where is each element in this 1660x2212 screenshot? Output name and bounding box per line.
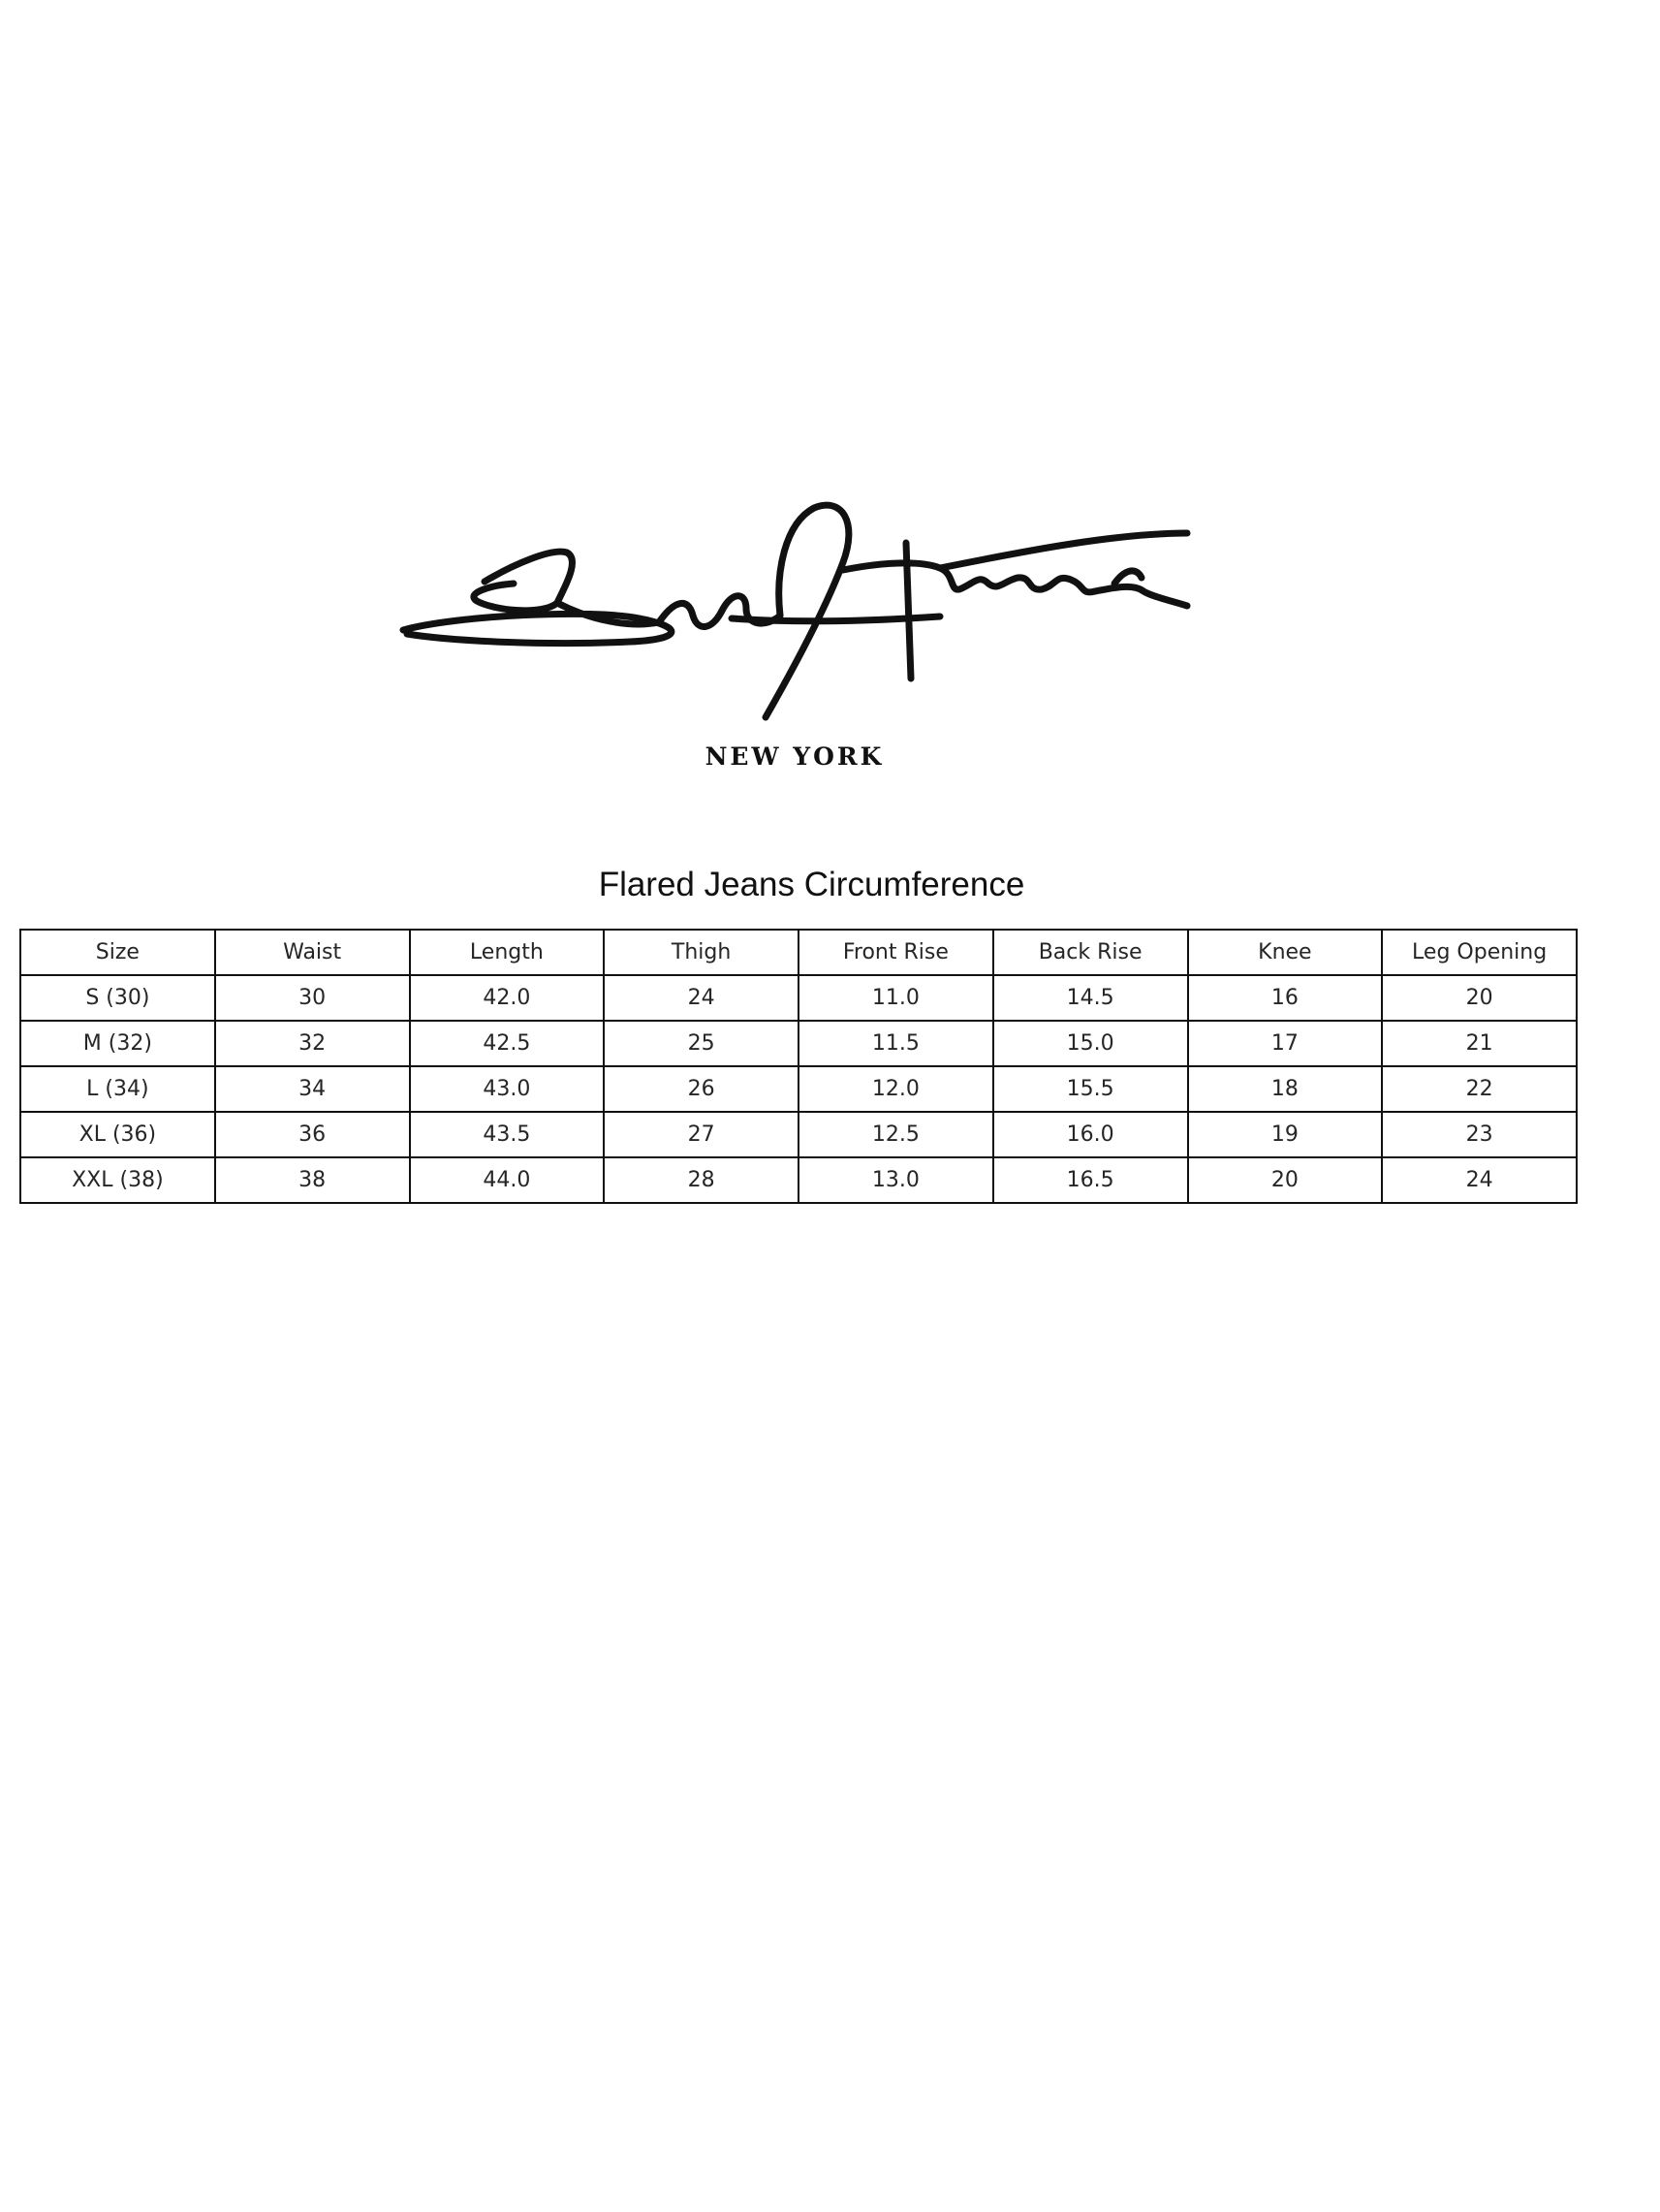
table-cell: 17 <box>1188 1021 1383 1066</box>
table-cell: 13.0 <box>799 1157 993 1203</box>
table-cell: 26 <box>604 1066 799 1112</box>
column-header-thigh: Thigh <box>604 930 799 975</box>
signature-logo <box>397 494 1192 737</box>
column-header-knee: Knee <box>1188 930 1383 975</box>
table-cell: S (30) <box>20 975 215 1021</box>
table-cell: M (32) <box>20 1021 215 1066</box>
table-cell: 27 <box>604 1112 799 1157</box>
table-cell: 32 <box>215 1021 410 1066</box>
table-cell: 23 <box>1382 1112 1577 1157</box>
table-cell: 25 <box>604 1021 799 1066</box>
table-cell: 24 <box>1382 1157 1577 1203</box>
table-cell: 11.5 <box>799 1021 993 1066</box>
table-cell: 44.0 <box>410 1157 605 1203</box>
size-chart-table <box>19 929 1578 1204</box>
table-cell: 43.0 <box>410 1066 605 1112</box>
table-cell: 15.0 <box>993 1021 1188 1066</box>
table-cell: 30 <box>215 975 410 1021</box>
table-cell: 21 <box>1382 1021 1577 1066</box>
table-cell: XL (36) <box>20 1112 215 1157</box>
column-header-front-rise: Front Rise <box>799 930 993 975</box>
brand-location: NEW YORK <box>705 743 885 771</box>
table-cell: 42.5 <box>410 1021 605 1066</box>
table-cell: 34 <box>215 1066 410 1112</box>
table-cell: 36 <box>215 1112 410 1157</box>
table-cell: 16.0 <box>993 1112 1188 1157</box>
table-cell: 22 <box>1382 1066 1577 1112</box>
table-cell: 11.0 <box>799 975 993 1021</box>
table-cell: 15.5 <box>993 1066 1188 1112</box>
table-row <box>20 1112 1577 1157</box>
table-cell: 43.5 <box>410 1112 605 1157</box>
column-header-waist: Waist <box>215 930 410 975</box>
table-cell: 19 <box>1188 1112 1383 1157</box>
table-row <box>20 1021 1577 1066</box>
table-cell: 20 <box>1188 1157 1383 1203</box>
table-row <box>20 1157 1577 1203</box>
column-header-back-rise: Back Rise <box>993 930 1188 975</box>
table-cell: 12.0 <box>799 1066 993 1112</box>
table-cell: XXL (38) <box>20 1157 215 1203</box>
table-cell: 42.0 <box>410 975 605 1021</box>
table-cell: 14.5 <box>993 975 1188 1021</box>
table-cell: L (34) <box>20 1066 215 1112</box>
table-cell: 24 <box>604 975 799 1021</box>
document-title: Flared Jeans Circumference <box>598 866 1025 903</box>
table-cell: 20 <box>1382 975 1577 1021</box>
brand-logo <box>397 494 1192 775</box>
table-cell: 16 <box>1188 975 1383 1021</box>
table-header-row <box>20 930 1577 975</box>
table-cell: 28 <box>604 1157 799 1203</box>
table-cell: 18 <box>1188 1066 1383 1112</box>
table-cell: 16.5 <box>993 1157 1188 1203</box>
table-row <box>20 975 1577 1021</box>
column-header-leg-opening: Leg Opening <box>1382 930 1577 975</box>
column-header-length: Length <box>410 930 605 975</box>
table-cell: 38 <box>215 1157 410 1203</box>
column-header-size: Size <box>20 930 215 975</box>
table-row <box>20 1066 1577 1112</box>
table-cell: 12.5 <box>799 1112 993 1157</box>
